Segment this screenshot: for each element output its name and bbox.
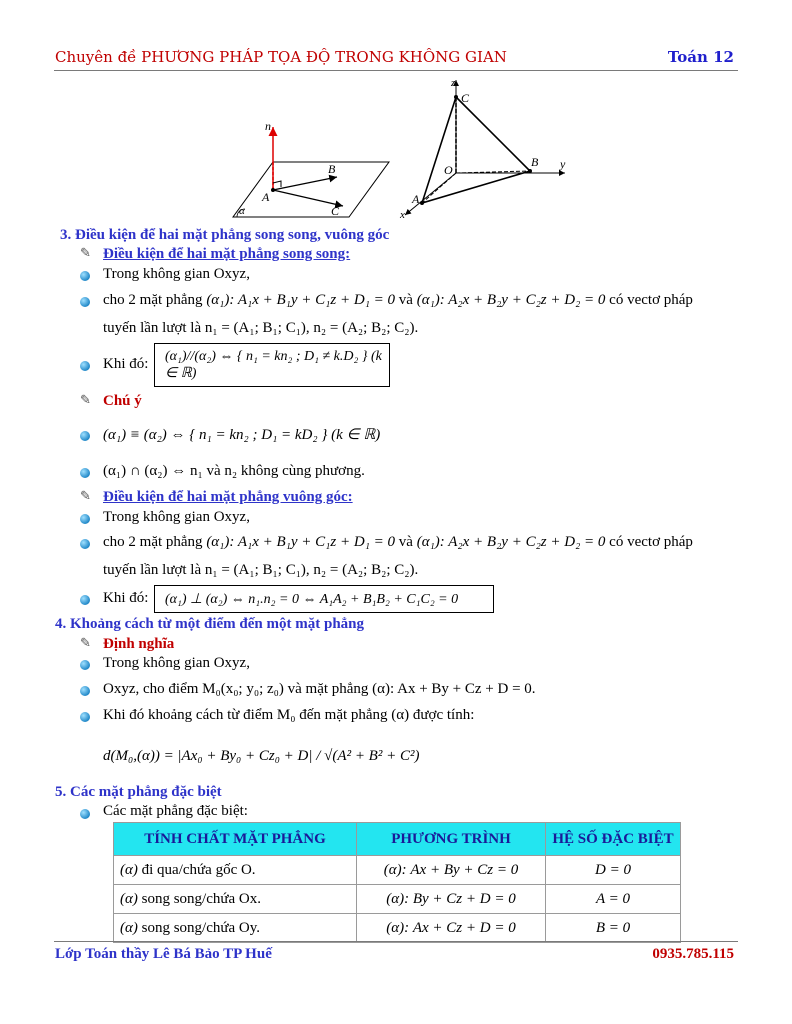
given-planes-line: [103, 292, 693, 309]
bullet-icon: [80, 712, 90, 722]
normal-suffix-2: có vectơ pháp: [609, 534, 693, 550]
table-row: [114, 885, 681, 914]
header-title: Chuyên đề PHƯƠNG PHÁP TỌA ĐỘ TRONG KHÔNG GIAN: [55, 48, 507, 66]
pen-icon: ✎: [80, 489, 91, 504]
normals-line: tuyến lần lượt là n₁ = (A₁; B₁; C₁), n₂ = (A₂; B₂; C₂).: [103, 320, 419, 336]
row-equation: (α): Ax + By + Cz = 0: [357, 856, 546, 885]
bullet-icon: [80, 514, 90, 524]
vector-ab: [273, 177, 337, 190]
bullet-icon: [80, 686, 90, 696]
point-plane-text: Oxyz, cho điểm M₀(x₀; y₀; z₀) và mặt phẳng (α): Ax + By + Cz + D = 0.: [103, 681, 536, 697]
section-5-heading: 5. Các mặt phẳng đặc biệt: [55, 784, 222, 800]
definition-title: Định nghĩa: [103, 636, 175, 652]
label-alpha: α: [239, 205, 245, 217]
col-header-coefficient: HỆ SỐ ĐẶC BIỆT: [546, 823, 681, 856]
table-row: [114, 914, 681, 943]
header-divider: [54, 70, 738, 71]
special-planes-table: [113, 822, 681, 943]
section-3-heading: 3. Điều kiện để hai mặt phẳng song song, vuông góc: [60, 227, 390, 243]
label-c: C: [331, 204, 340, 218]
coincide-condition: (α₁) ≡ (α₂) ⇔ { n₁ = kn₂ ; D₁ = kD₂ } (k ∈ ℝ): [103, 427, 381, 443]
space-text-2: Trong không gian Oxyz,: [103, 509, 250, 525]
label-n: n: [265, 119, 271, 133]
distance-formula: d(M₀,(α)) = |Ax₀ + By₀ + Cz₀ + D| / √(A² + B² + C²): [103, 748, 420, 764]
row-equation: (α): Ax + Cz + D = 0: [357, 914, 546, 943]
perp-title: Điều kiện để hai mặt phẳng vuông góc:: [103, 489, 353, 505]
bullet-icon: [80, 539, 90, 549]
plane1-eq-2: (α₁): A₁x + B₁y + C₁z + D₁ = 0: [206, 534, 396, 550]
footer-right: 0935.785.115: [652, 946, 734, 962]
and-word-2: và: [398, 534, 413, 550]
label-c2: C: [461, 91, 470, 105]
bullet-icon: [80, 809, 90, 819]
col-header-equation: PHƯƠNG TRÌNH: [357, 823, 546, 856]
col-header-property: TÍNH CHẤT MẶT PHẲNG: [114, 823, 357, 856]
pen-icon: ✎: [80, 246, 91, 261]
distance-intro: Khi đó khoảng cách từ điểm M₀ đến mặt phẳng (α) được tính:: [103, 707, 475, 723]
plane-shape: [233, 162, 389, 217]
plane1-eq: (α₁): A₁x + B₁y + C₁z + D₁ = 0: [206, 292, 396, 308]
special-planes-intro: Các mặt phẳng đặc biệt:: [103, 803, 248, 819]
bullet-icon: [80, 431, 90, 441]
row-property: (α) song song/chứa Oy.: [114, 914, 357, 943]
bullet-icon: [80, 361, 90, 371]
label-y: y: [560, 157, 566, 171]
label-b: B: [328, 162, 336, 176]
bullet-icon: [80, 468, 90, 478]
bullet-icon: [80, 297, 90, 307]
then-label-2: Khi đó:: [103, 590, 149, 606]
label-a: A: [262, 190, 270, 204]
label-b2: B: [531, 155, 539, 169]
bullet-icon: [80, 595, 90, 605]
row-coefficient: D = 0: [546, 856, 681, 885]
figure-illustration: [225, 75, 605, 225]
header-grade: Toán 12: [667, 48, 734, 66]
given-prefix: cho 2 mặt phẳng: [103, 292, 203, 308]
note-title: Chú ý: [103, 393, 142, 409]
given-planes-line-2: [103, 534, 693, 551]
plane2-eq-2: (α₁): A₂x + B₂y + C₂z + D₂ = 0: [416, 534, 606, 550]
and-word: và: [398, 292, 413, 308]
given-prefix-2: cho 2 mặt phẳng: [103, 534, 203, 550]
parallel-condition-box: (α₁)//(α₂) ⇔ { n₁ = kn₂ ; D₁ ≠ k.D₂ } (k ∈ ℝ): [154, 343, 390, 387]
footer-left: Lớp Toán thầy Lê Bá Bảo TP Huế: [55, 946, 272, 962]
pen-icon: ✎: [80, 393, 91, 408]
table-row: [114, 856, 681, 885]
row-coefficient: B = 0: [546, 914, 681, 943]
space-text-3: Trong không gian Oxyz,: [103, 655, 250, 671]
normals-line-2: tuyến lần lượt là n₁ = (A₁; B₁; C₁), n₂ = (A₂; B₂; C₂).: [103, 562, 419, 578]
section-4-heading: 4. Khoảng cách từ một điểm đến một mặt phẳng: [55, 616, 365, 632]
space-text: Trong không gian Oxyz,: [103, 266, 250, 282]
plane2-eq: (α₁): A₂x + B₂y + C₂z + D₂ = 0: [416, 292, 606, 308]
row-property: (α) đi qua/chứa gốc O.: [114, 856, 357, 885]
label-x: x: [400, 209, 405, 221]
perp-condition-box: (α₁) ⊥ (α₂) ⇔ n₁.n₂ = 0 ⇔ A₁A₂ + B₁B₂ + C₁C₂ = 0: [154, 585, 494, 613]
footer-divider: [54, 941, 738, 942]
row-equation: (α): By + Cz + D = 0: [357, 885, 546, 914]
bullet-icon: [80, 271, 90, 281]
table-header-row: [114, 823, 681, 856]
bullet-icon: [80, 660, 90, 670]
row-property: (α) song song/chứa Ox.: [114, 885, 357, 914]
parallel-title: Điều kiện để hai mặt phẳng song song:: [103, 246, 351, 262]
label-z: z: [451, 77, 456, 89]
label-a2: A: [412, 192, 420, 206]
normal-suffix: có vectơ pháp: [609, 292, 693, 308]
then-label: Khi đó:: [103, 356, 149, 372]
label-o: O: [444, 163, 453, 177]
pen-icon: ✎: [80, 636, 91, 651]
row-coefficient: A = 0: [546, 885, 681, 914]
intersect-condition: (α₁) ∩ (α₂) ⇔ n₁ và n₂ không cùng phương.: [103, 463, 365, 479]
